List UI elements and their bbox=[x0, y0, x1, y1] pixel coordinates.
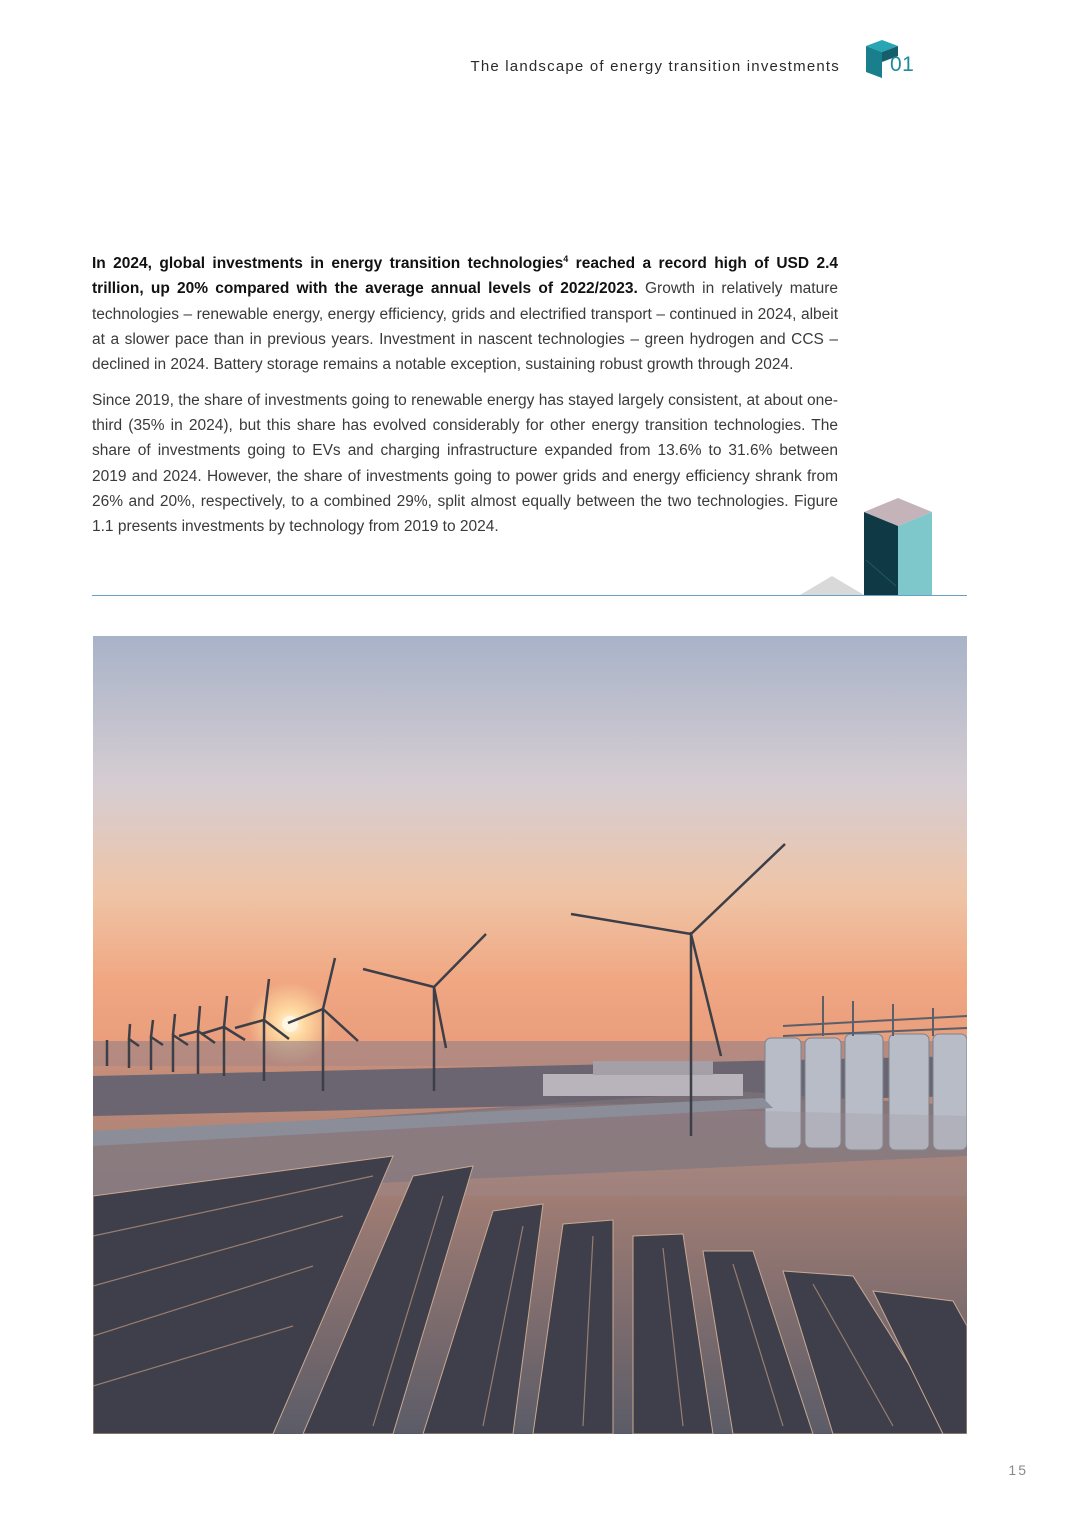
decorative-blocks-graphic bbox=[790, 490, 970, 598]
paragraph-1-body: Growth in relatively mature technologies – renewable energy, energy efficiency, grids and electrified transport – continued in 2024, albeit at a slower pace than in previous years. Investment in nascent technologies – green hydrogen and CCS – declined in 2024. Battery storage remains a notable exception, sustaining robust growth through 2024. bbox=[92, 280, 838, 374]
paragraph-2: Since 2019, the share of investments going to renewable energy has stayed largely consistent, at about one-third (35% in 2024), but this share has evolved considerably for other energy transition technologies. The share of investments going to EVs and charging infrastructure expanded from 13.6% to 31.6% between 2019 and 2024. However, the share of investments going to power grids and energy efficiency shrank from 26% and 20%, respectively, to a combined 29%, split almost equally between the two technologies. Figure 1.1 presents investments by technology from 2019 to 2024. bbox=[92, 391, 838, 536]
chapter-number: 01 bbox=[890, 53, 915, 76]
running-header-title: The landscape of energy transition investments bbox=[470, 58, 840, 75]
body-text bbox=[92, 247, 838, 549]
lead-sentence-part-1: In 2024, global investments in energy transition technologies bbox=[92, 255, 564, 273]
photo-wind-turbines-solar-panels bbox=[93, 636, 967, 1434]
section-divider bbox=[92, 595, 967, 596]
paragraph-1 bbox=[92, 247, 838, 378]
lead-sentence-part-2: reached a record high of USD 2.4 trillion, up 20% compared with the average annual levels of 2022/2023. bbox=[92, 255, 838, 298]
footnote-reference[interactable]: 4 bbox=[563, 254, 569, 264]
page-number: 15 bbox=[1008, 1462, 1028, 1478]
